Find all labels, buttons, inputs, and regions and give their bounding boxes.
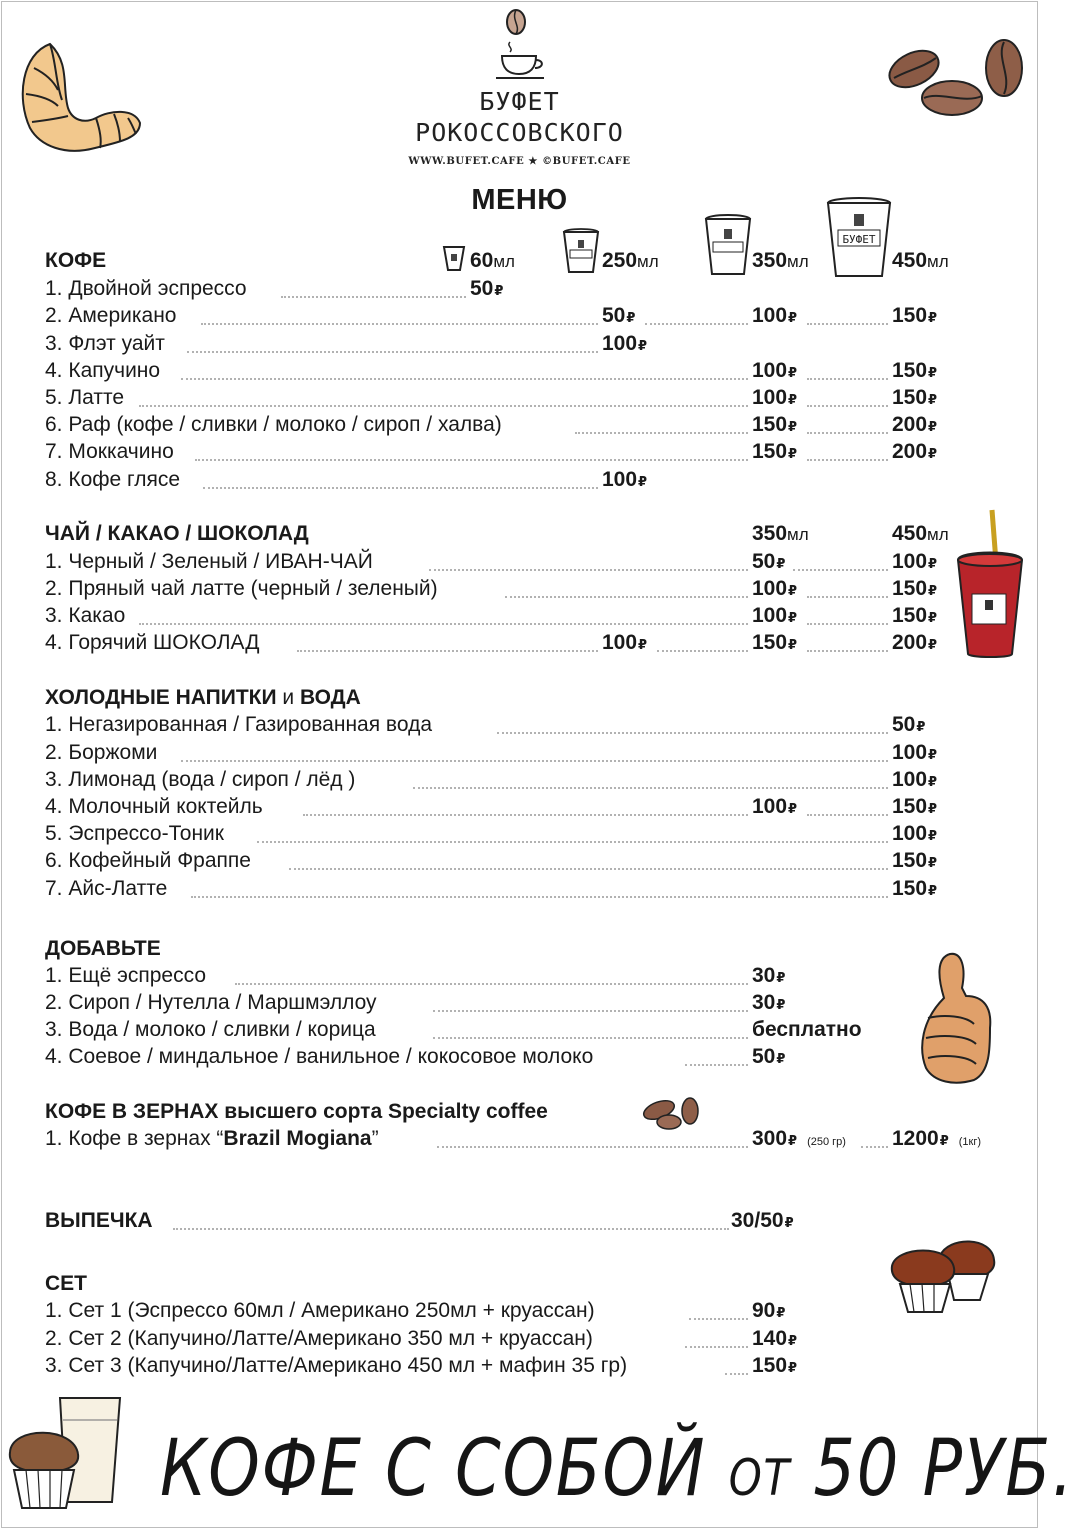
list-item: 1. Черный / Зеленый / ИВАН-ЧАЙ 50₽ 100₽ xyxy=(45,550,938,573)
list-item: 6. Кофейный Фраппе 150₽ xyxy=(45,849,938,872)
list-item: 1. Негазированная / Газированная вода 50₽ xyxy=(45,713,926,736)
tea-header-row: ЧАЙ / КАКАО / ШОКОЛАД 350мл 450мл xyxy=(45,522,949,545)
brand-line-2: РОКОССОВСКОГО xyxy=(415,118,624,147)
list-item: 1. Сет 1 (Эспрессо 60мл / Американо 250мл + круассан) 90₽ xyxy=(45,1299,786,1322)
beans-header-row xyxy=(45,1098,645,1125)
list-item: 6. Раф (кофе / сливки / молоко / сироп / халва) 150₽ 200₽ xyxy=(45,413,938,436)
coffee-section-title: КОФЕ xyxy=(45,249,107,272)
list-item: 1. Двойной эспрессо 50₽ xyxy=(45,277,504,300)
list-item: 4. Горячий ШОКОЛАД 100₽ 150₽ 200₽ xyxy=(45,631,938,654)
sets-section-title: СЕТ xyxy=(45,1272,87,1295)
cold-section-title: ХОЛОДНЫЕ НАПИТКИ и ВОДА xyxy=(45,686,361,709)
extras-section-title: ДОБАВЬТЕ xyxy=(45,937,161,960)
menu-title: МЕНЮ xyxy=(471,184,568,216)
list-item: 3. Флэт уайт 100₽ xyxy=(45,332,648,355)
size-60-label: 60мл xyxy=(470,249,515,272)
list-item: 8. Кофе глясе 100₽ xyxy=(45,468,648,491)
list-item: 2. Американо 50₽ 100₽ 150₽ xyxy=(45,304,938,327)
cup-logo-text: БУФЕТ xyxy=(842,233,876,246)
extras-header-row xyxy=(45,935,905,962)
muffin-milk-icon xyxy=(4,1396,132,1512)
size-250-label: 250мл xyxy=(602,249,659,272)
muffins-icon xyxy=(888,1234,1000,1314)
brand-line-1: БУФЕТ xyxy=(479,87,560,116)
list-item: 7. Айс-Латте 150₽ xyxy=(45,877,938,900)
list-item: 4. Соевое / миндальное / ванильное / кокосовое молоко 50₽ xyxy=(45,1045,786,1068)
list-item: 7. Моккачино 150₽ 200₽ xyxy=(45,440,938,463)
brand-website: WWW.BUFET.CAFE ★ ©BUFET.CAFE xyxy=(408,156,631,167)
brand-name xyxy=(0,86,1039,148)
list-item: 2. Боржоми 100₽ xyxy=(45,741,938,764)
size-350-label: 350мл xyxy=(752,249,809,272)
size-450-label: 450мл xyxy=(892,249,949,272)
list-item: 1. Кофе в зернах “Brazil Mogiana” 300₽ (250 гр) 1200₽ (1кг) xyxy=(45,1127,982,1150)
list-item: 1. Ещё эспрессо 30₽ xyxy=(45,964,786,987)
list-item: 3. Какао 100₽ 150₽ xyxy=(45,604,938,627)
list-item: 2. Сет 2 (Капучино/Латте/Американо 350 мл + круассан) 140₽ xyxy=(45,1327,798,1350)
sets-header-row xyxy=(45,1270,845,1297)
coffee-header-row xyxy=(45,247,985,274)
list-item: 5. Латте 100₽ 150₽ xyxy=(45,386,938,409)
list-item: 5. Эспрессо-Тоник 100₽ xyxy=(45,822,938,845)
list-item: 3. Сет 3 (Капучино/Латте/Американо 450 мл + мафин 35 гр) 150₽ xyxy=(45,1354,798,1377)
logo-cup-icon xyxy=(488,8,552,84)
bakery-row: ВЫПЕЧКА 30/50₽ xyxy=(45,1209,794,1232)
list-item: 3. Вода / молоко / сливки / корица бесплатно xyxy=(45,1018,862,1041)
bakery-section-title: ВЫПЕЧКА xyxy=(45,1209,153,1232)
footer-slogan: КОФЕ С СОБОЙ ОТ 50 РУБ. xyxy=(160,1424,1075,1514)
list-item: 4. Капучино 100₽ 150₽ xyxy=(45,359,938,382)
list-item: 2. Сироп / Нутелла / Маршмэллоу 30₽ xyxy=(45,991,786,1014)
list-item: 2. Пряный чай латте (черный / зеленый) 100₽ 150₽ xyxy=(45,577,938,600)
thumbs-up-icon xyxy=(914,948,994,1086)
list-item: 3. Лимонад (вода / сироп / лёд ) 100₽ xyxy=(45,768,938,791)
cold-header-row xyxy=(45,684,985,711)
beans-section-title: КОФЕ В ЗЕРНАХ высшего сорта Specialty coffee xyxy=(45,1100,548,1123)
tea-section-title: ЧАЙ / КАКАО / ШОКОЛАД xyxy=(45,522,309,545)
list-item: 4. Молочный коктейль 100₽ 150₽ xyxy=(45,795,938,818)
